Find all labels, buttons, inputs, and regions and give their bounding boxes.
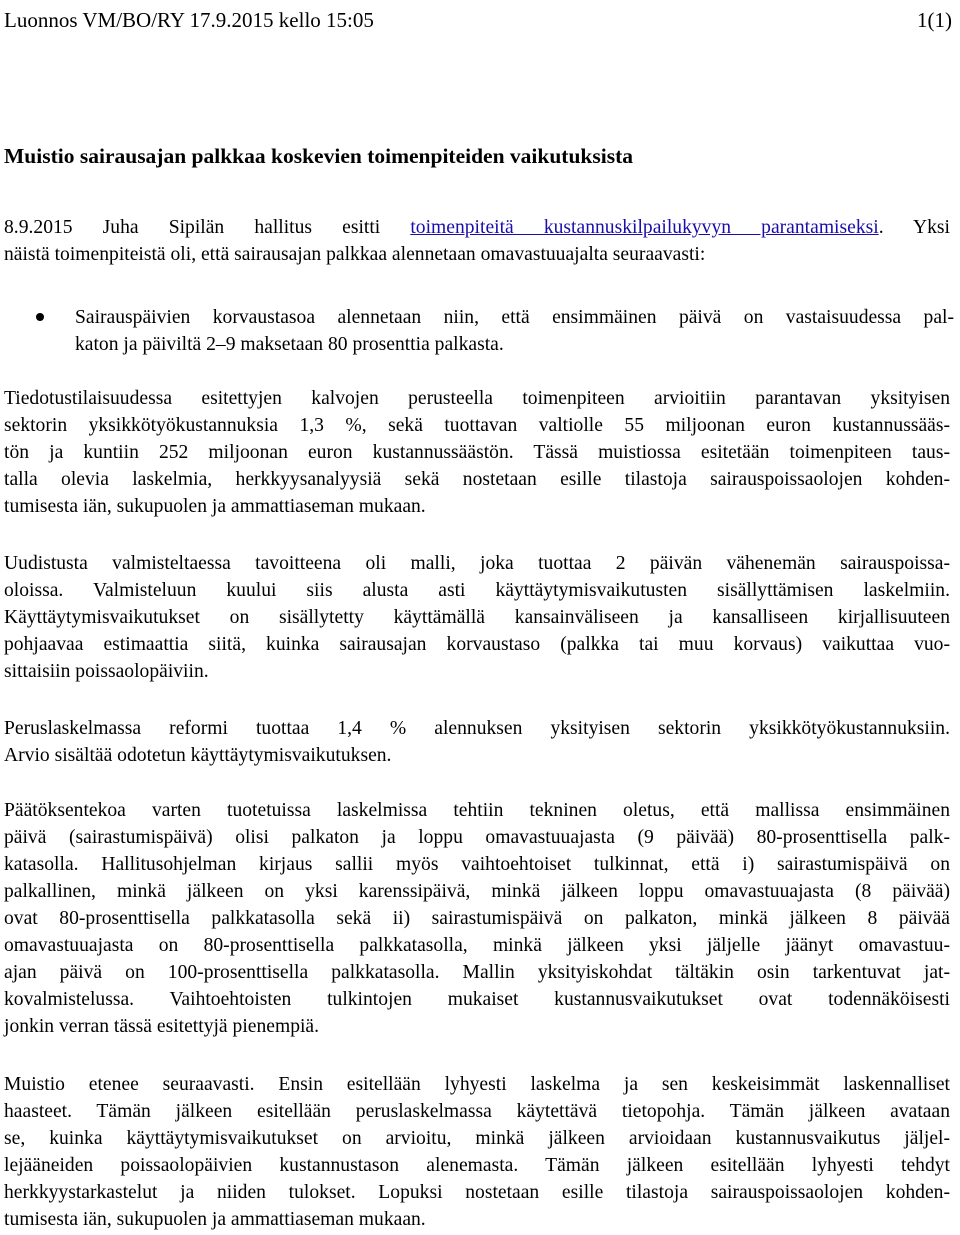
paragraph-4 xyxy=(4,797,950,1040)
paragraph-line: Tiedotustilaisuudessa esitettyjen kalvojen perusteella toimenpiteen arvioitiin parantavan yksityisen xyxy=(4,388,950,409)
paragraph-line: Arvio sisältää odotetun käyttäytymisvaikutuksen. xyxy=(4,745,392,766)
paragraph-line: se, kuinka käyttäytymisvaikutukset on arvioitu, minkä jälkeen arvioidaan kustannusvaikutus jäljel- xyxy=(4,1128,950,1149)
paragraph-5 xyxy=(4,1071,950,1233)
intro-line-2: näistä toimenpiteistä oli, että sairausajan palkkaa alennetaan omavastuuajalta seuraavasti: xyxy=(4,244,706,265)
document-title: Muistio sairausajan palkkaa koskevien toimenpiteiden vaikutuksista xyxy=(4,144,634,168)
paragraph-line: jonkin verran tässä esitettyjä pienempiä. xyxy=(4,1016,320,1037)
paragraph-line: kovalmistelussa. Vaihtoehtoisten tulkintojen mukaiset kustannusvaikutukset ovat todennäköisesti xyxy=(4,989,950,1010)
bullet-line-1: Sairauspäivien korvaustasoa alennetaan niin, että ensimmäinen päivä on vastaisuudessa pal- xyxy=(75,307,954,328)
bullet-icon xyxy=(36,313,44,321)
paragraph-line: ovat 80-prosenttisella palkkatasolla sekä ii) sairastumispäivä on palkaton, minkä jälkeen 8 päivää xyxy=(4,908,950,929)
paragraph-line: Muistio etenee seuraavasti. Ensin esitellään lyhyesti laskelma ja sen keskeisimmät laskennalliset xyxy=(4,1074,950,1095)
paragraph-line: ajan päivä on 100-prosenttisella palkkatasolla. Mallin yksityiskohdat tältäkin osin tarkentuvat jat- xyxy=(4,962,950,983)
bullet-line-2: katon ja päiviltä 2–9 maksetaan 80 prosenttia palkasta. xyxy=(75,334,504,355)
paragraph-line: tumisesta iän, sukupuolen ja ammattiaseman mukaan. xyxy=(4,496,426,517)
intro-paragraph xyxy=(4,214,950,268)
bullet-item xyxy=(75,304,954,358)
paragraph-line: Uudistusta valmisteltaessa tavoitteena oli malli, joka tuottaa 2 päivän vähenemän sairauspoissa- xyxy=(4,553,950,574)
paragraph-line: Päätöksentekoa varten tuotetuissa laskelmissa tehtiin tekninen oletus, että mallissa ensimmäinen xyxy=(4,800,950,821)
paragraph-line: haasteet. Tämän jälkeen esitellään peruslaskelmassa käytettävä tietopohja. Tämän jälkeen avataan xyxy=(4,1101,950,1122)
header-page-number: 1(1) xyxy=(917,8,952,32)
paragraph-line: omavastuuajasta on 80-prosenttisella palkkatasolla, minkä jälkeen yksi jäljelle jäänyt omavastuu- xyxy=(4,935,950,956)
paragraph-line: Käyttäytymisvaikutukset on sisällytetty käyttämällä kansainväliseen ja kansalliseen kirjallisuuteen xyxy=(4,607,950,628)
paragraph-line: päivä (sairastumispäivä) olisi palkaton ja loppu omavastuuajasta (9 päivää) 80-prosenttisella palk- xyxy=(4,827,950,848)
paragraph-line: oloissa. Valmisteluun kuului siis alusta asti käyttäytymisvaikutusten sisällyttämisen laskelmiin. xyxy=(4,580,950,601)
paragraph-line: sittaisiin poissaolopäiviin. xyxy=(4,661,209,682)
paragraph-line: katasolla. Hallitusohjelman kirjaus sallii myös vaihtoehtoiset tulkinnat, että i) sairastumispäivä on xyxy=(4,854,950,875)
paragraph-2 xyxy=(4,550,950,685)
paragraph-1 xyxy=(4,385,950,520)
paragraph-line: Peruslaskelmassa reformi tuottaa 1,4 % alennuksen yksityisen sektorin yksikkötyökustannuksiin. xyxy=(4,718,950,739)
measures-link[interactable]: toimenpiteitä kustannuskilpailukyvyn parantamiseksi xyxy=(410,217,879,238)
header-draft-info: Luonnos VM/BO/RY 17.9.2015 kello 15:05 xyxy=(4,8,374,32)
paragraph-line: tumisesta iän, sukupuolen ja ammattiaseman mukaan. xyxy=(4,1209,426,1230)
page-header xyxy=(4,7,954,34)
paragraph-3 xyxy=(4,715,950,769)
paragraph-line: lejääneiden poissaolopäivien kustannustason alenemasta. Tämän jälkeen esitellään lyhyesti tehdyt xyxy=(4,1155,950,1176)
paragraph-line: sektorin yksikkötyökustannuksia 1,3 %, sekä tuottavan valtiolle 55 miljoonan euron kustannussääs- xyxy=(4,415,950,436)
paragraph-line: herkkyystarkastelut ja niiden tulokset. Lopuksi nostetaan esille tilastoja sairauspoissaolojen kohden- xyxy=(4,1182,950,1203)
paragraph-line: pohjaavaa estimaattia siitä, kuinka sairausajan korvaustaso (palkka tai muu korvaus) vaikuttaa vuo- xyxy=(4,634,950,655)
paragraph-line: talla olevia laskelmia, herkkyysanalyysiä sekä nostetaan esille tilastoja sairauspoissaolojen kohden- xyxy=(4,469,950,490)
intro-line-1: 8.9.2015 Juha Sipilän hallitus esitti toimenpiteitä kustannuskilpailukyvyn parantamiseksi. Yksi xyxy=(4,217,950,238)
paragraph-line: palkallinen, minkä jälkeen on yksi karenssipäivä, minkä jälkeen loppu omavastuuajasta (8 päivää) xyxy=(4,881,950,902)
paragraph-line: tön ja kuntiin 252 miljoonan euron kustannussäästön. Tässä muistiossa esitetään toimenpiteen taus- xyxy=(4,442,950,463)
